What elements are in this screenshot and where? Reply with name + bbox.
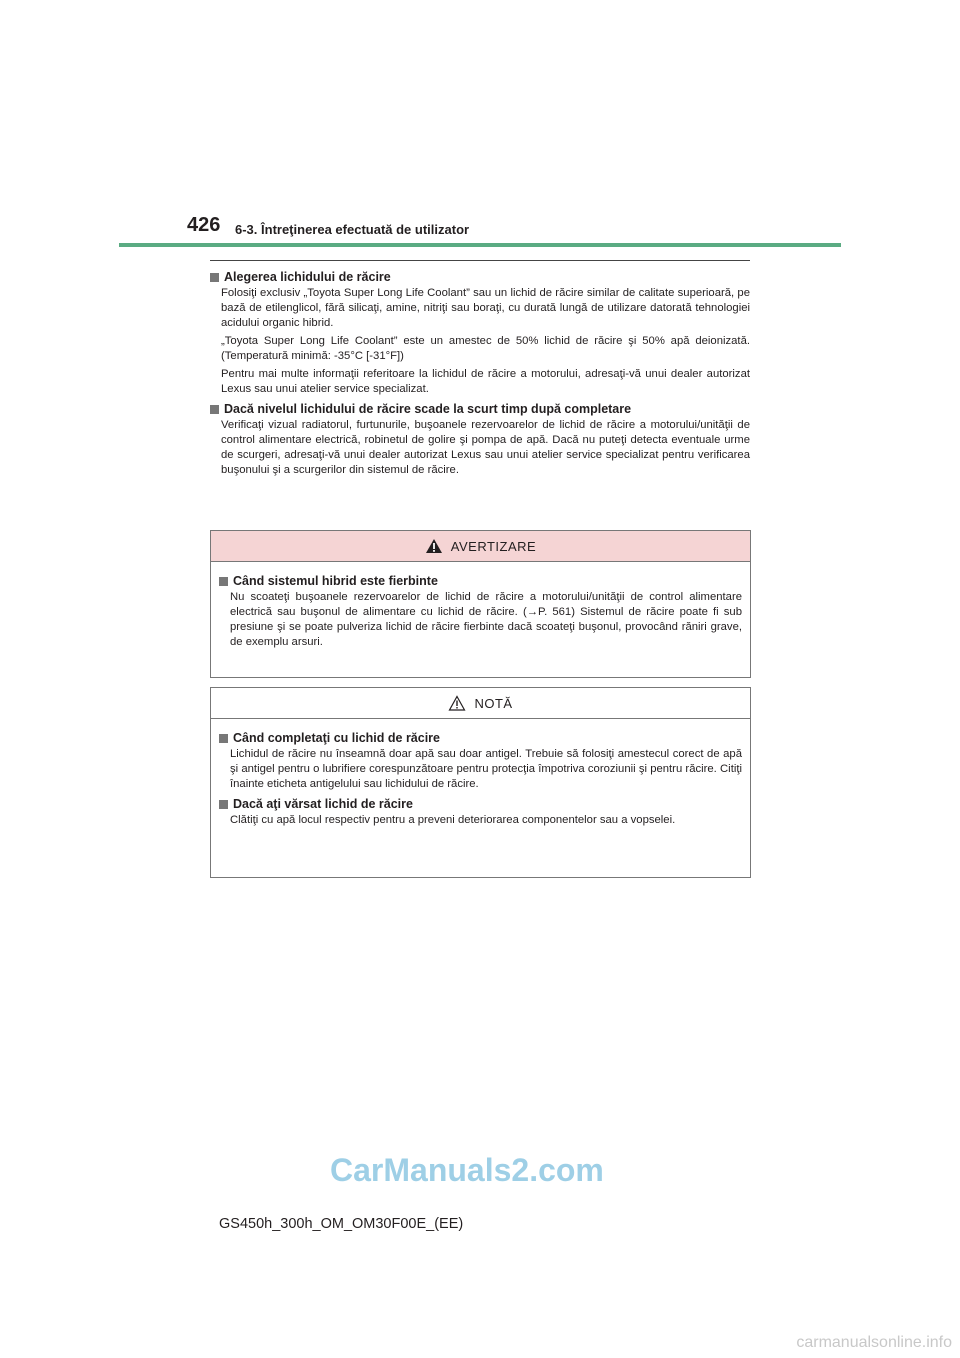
section-coolant-choice [210,268,750,397]
square-bullet-icon [210,405,219,414]
notice-label: NOTĂ [474,695,513,711]
square-bullet-icon [219,734,228,743]
notice-item-title: Dacă aţi vărsat lichid de răcire [233,797,413,811]
square-bullet-icon [210,273,219,282]
paragraph: Pentru mai multe informaţii referitoare la lichidul de răcire a motorului, adresaţi-vă unui dealer autorizat Lexus sau unui atelier service specializat. [221,368,750,395]
chapter-title: 6-3. Întreţinerea efectuată de utilizator [235,222,470,237]
paragraph: Nu scoateţi buşoanele rezervoarelor de lichid de răcire a motorului/unităţii de control alimentare electrică sau buşonul de alimentare cu lichid de răcire. (→P. 561) Sistemul de răcire poate fi sub presiune şi se poate pulveriza lichid de răcire fierbinte dacă scoateţi buşonul, provocând răniri grave, de exemplu arsuri. [230,591,742,648]
paragraph: Lichidul de răcire nu înseamnă doar apă sau doar antigel. Trebuie să folosiţi amestecul corect de apă şi antigel pentru o lubrifiere corespunzătoare pentru protecţia împotriva coroziunii şi pentru răcire. Citiţi înainte eticheta antigelului sau lichidului de răcire. [230,748,742,790]
paragraph: Verificaţi vizual radiatorul, furtunurile, buşoanele rezervoarelor de lichid de răcire a motorului/unităţii de control alimentare electrică, robinetul de golire şi pompa de apă. Dacă nu puteţi detecta eventuale urme de scurgeri, adresaţi-vă unui dealer autorizat Lexus sau unui atelier service specializat pentru verificarea buşonului şi a scurgerilor din sistemul de răcire. [221,419,750,476]
warning-box [210,530,751,678]
section-title: Alegerea lichidului de răcire [224,270,391,284]
paragraph: Clătiţi cu apă locul respectiv pentru a preveni deteriorarea componentelor sau a vopselei. [230,814,676,826]
page-number: 426 [187,214,221,236]
model-code: GS450h_300h_OM_OM30F00E_(EE) [219,1216,464,1232]
section-coolant-level-drop [210,400,750,478]
square-bullet-icon [219,800,228,809]
section-title: Dacă nivelul lichidului de răcire scade la scurt timp după completare [224,402,632,416]
notice-box [210,687,751,878]
notice-item-title: Când completaţi cu lichid de răcire [233,731,441,745]
warning-label: AVERTIZARE [450,538,537,554]
paragraph: Folosiţi exclusiv „Toyota Super Long Life Coolant” sau un lichid de răcire similar de calitate superioară, pe bază de etilenglicol, fără silicaţi, amine, nitriţi sau boraţi, cu durată lungă de utilizare datorată tehnologiei acidului organic hibrid. [221,287,750,329]
watermark-logo: CarManuals2.com [330,1152,604,1188]
header-rule [119,243,841,247]
paragraph: „Toyota Super Long Life Coolant” este un amestec de 50% lichid de răcire şi 50% apă deionizată. (Temperatură minimă: -35°C [-31°F]) [221,335,750,362]
section-divider [210,260,750,261]
warning-header [211,531,750,562]
warning-item-title: Când sistemul hibrid este fierbinte [233,574,438,588]
warning-triangle-icon [425,538,443,554]
main-content [210,268,750,481]
caution-triangle-icon [448,695,466,711]
source-watermark: carmanualsonline.info [796,1334,952,1351]
square-bullet-icon [219,577,228,586]
notice-header [211,688,750,719]
